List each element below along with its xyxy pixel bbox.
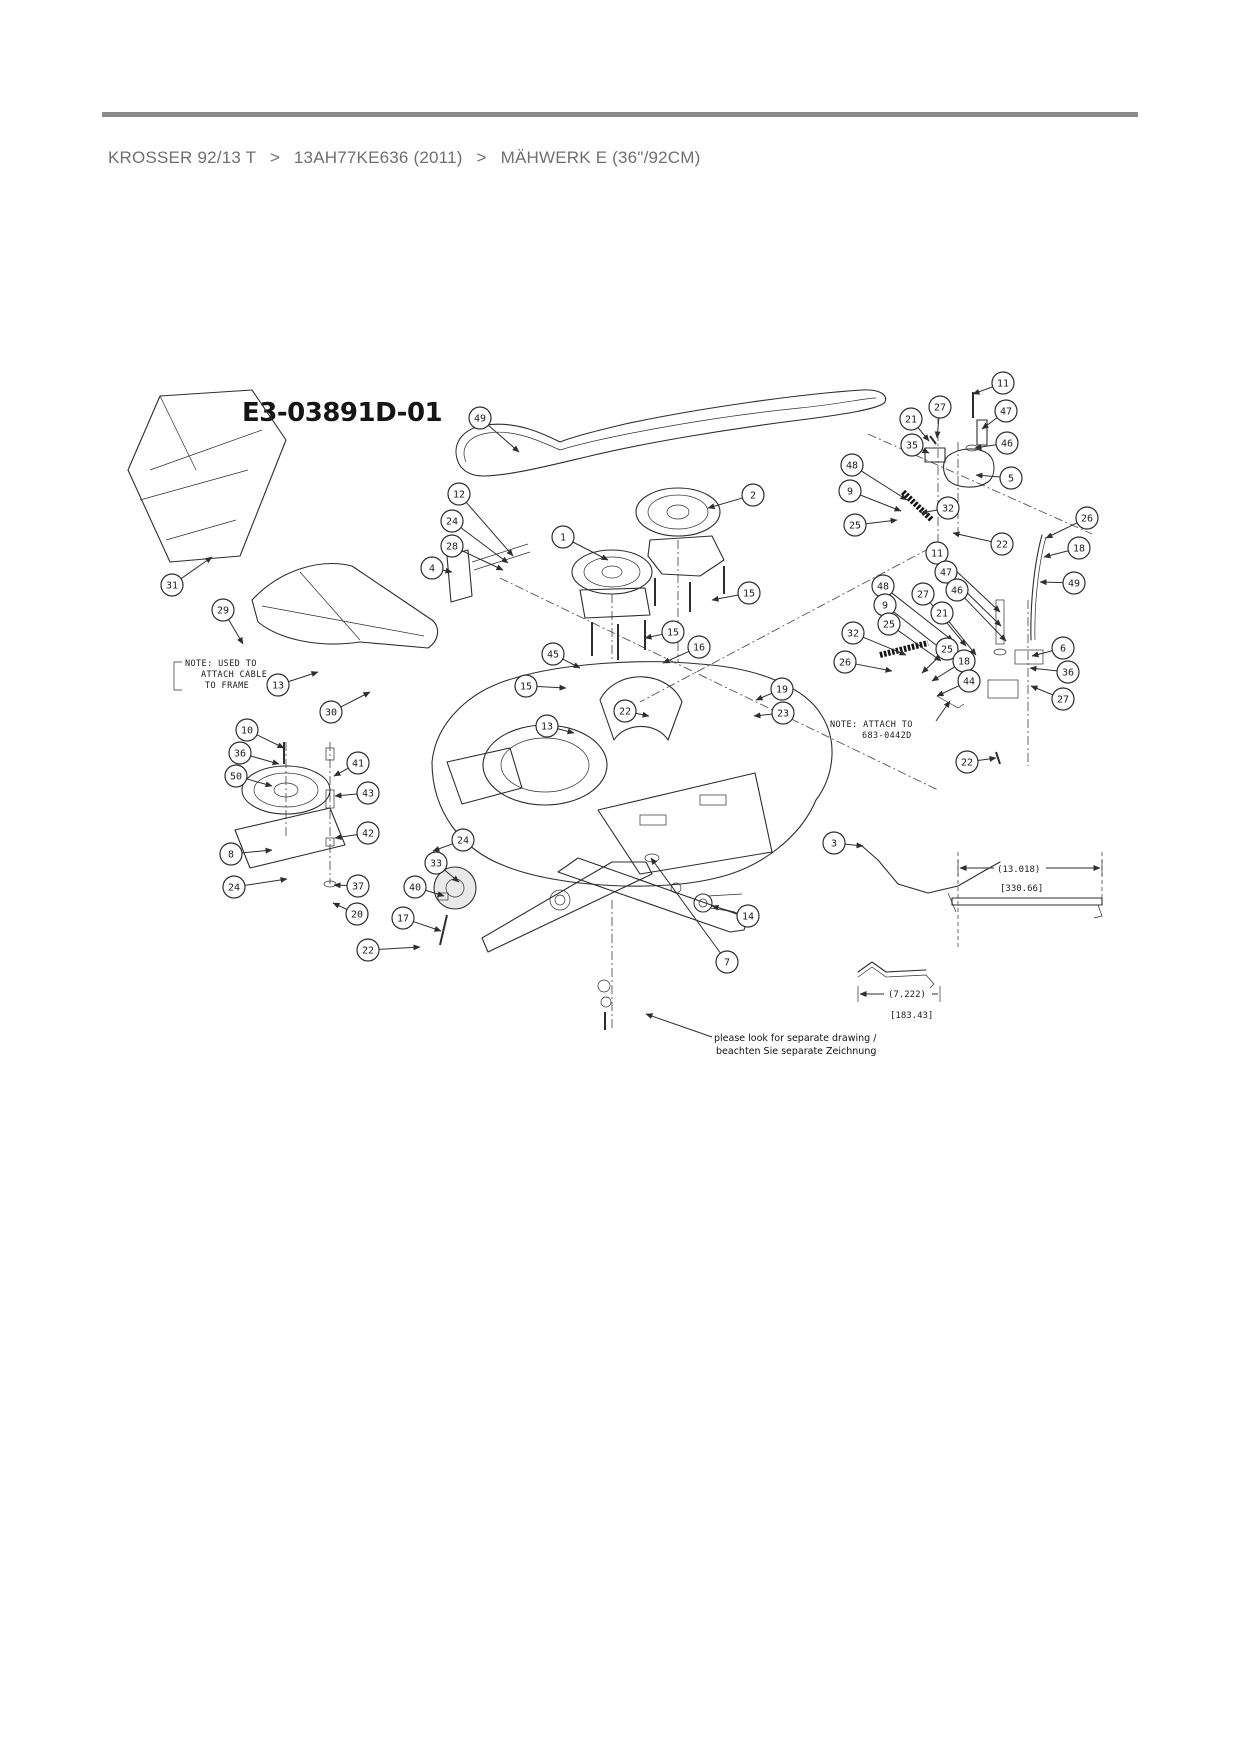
svg-text:27: 27 <box>1056 694 1070 706</box>
svg-text:25: 25 <box>848 520 862 532</box>
leader-line <box>413 922 441 931</box>
svg-text:13: 13 <box>540 721 554 733</box>
svg-text:please look for separate drawi: please look for separate drawing / <box>714 1033 877 1044</box>
callout-19 <box>771 678 793 700</box>
svg-text:8: 8 <box>227 849 235 861</box>
svg-text:11: 11 <box>996 378 1010 390</box>
svg-text:50: 50 <box>229 771 243 783</box>
breadcrumb-assembly[interactable]: MÄHWERK E (36"/92CM) <box>500 148 701 167</box>
leader-line <box>645 634 662 638</box>
leader-line <box>558 729 574 733</box>
deck-shell-sketch <box>429 662 832 886</box>
svg-text:25: 25 <box>882 619 896 631</box>
leader-line <box>1044 551 1068 557</box>
callout-46 <box>946 579 968 601</box>
callout-24 <box>452 829 474 851</box>
callout-20 <box>346 903 368 925</box>
leader-line <box>1030 668 1057 671</box>
svg-text:36: 36 <box>233 748 247 760</box>
svg-text:3: 3 <box>830 838 838 850</box>
leader-line <box>860 495 901 511</box>
svg-text:17: 17 <box>396 913 410 925</box>
callout-21 <box>900 408 922 430</box>
svg-text:37: 37 <box>351 881 365 893</box>
callout-26 <box>1076 507 1098 529</box>
callout-18 <box>953 650 975 672</box>
leader-line <box>488 425 519 452</box>
callout-13 <box>267 674 289 696</box>
callout-32 <box>937 497 959 519</box>
svg-text:TO FRAME: TO FRAME <box>205 681 250 691</box>
spring-sketch <box>880 643 928 655</box>
leader-line <box>1040 582 1063 583</box>
svg-text:18: 18 <box>957 656 971 668</box>
svg-text:22: 22 <box>995 539 1009 551</box>
svg-text:47: 47 <box>999 406 1013 418</box>
callout-17 <box>392 907 414 929</box>
leader-line <box>953 533 991 542</box>
leader-line <box>1046 523 1077 538</box>
callout-15 <box>515 675 537 697</box>
dimension-parts-sketch <box>858 893 1102 988</box>
leader-line <box>251 756 279 764</box>
leader-line <box>708 498 742 508</box>
callout-7 <box>716 951 738 973</box>
svg-text:ATTACH CABLE: ATTACH CABLE <box>201 670 268 680</box>
notes-layer <box>185 656 1044 1057</box>
svg-text:32: 32 <box>941 503 955 515</box>
svg-text:45: 45 <box>546 649 560 661</box>
leader-line <box>1032 651 1052 656</box>
callout-49 <box>469 407 491 429</box>
leader-line <box>1031 686 1053 695</box>
svg-text:24: 24 <box>227 882 241 894</box>
svg-text:[330.66]: [330.66] <box>1000 884 1044 894</box>
svg-text:12: 12 <box>452 489 466 501</box>
svg-text:35: 35 <box>905 440 919 452</box>
callout-49 <box>1063 572 1085 594</box>
dim-width-inches <box>997 865 1040 875</box>
svg-text:NOTE: ATTACH TO: NOTE: ATTACH TO <box>830 720 913 730</box>
callout-36 <box>229 742 251 764</box>
callout-43 <box>357 782 379 804</box>
svg-text:(13.018): (13.018) <box>997 865 1041 875</box>
callout-16 <box>688 636 710 658</box>
svg-text:23: 23 <box>776 708 790 720</box>
leader-line <box>334 768 348 776</box>
svg-text:15: 15 <box>666 627 680 639</box>
callout-2 <box>742 484 764 506</box>
svg-text:5: 5 <box>1007 473 1015 485</box>
leader-line <box>982 418 997 429</box>
callout-22 <box>357 939 379 961</box>
callout-1 <box>552 526 574 548</box>
leader-line <box>976 475 1000 477</box>
callout-8 <box>220 843 242 865</box>
callout-11 <box>992 372 1014 394</box>
cover-baffle-sketch <box>252 564 438 648</box>
svg-text:49: 49 <box>1067 578 1081 590</box>
spindle-left-sketch <box>572 550 652 660</box>
svg-text:14: 14 <box>741 911 755 923</box>
leader-line <box>861 471 907 500</box>
note-attach-frame <box>830 720 913 741</box>
dim-width-mm <box>1000 884 1043 894</box>
leader-line <box>245 879 287 885</box>
leader-line <box>932 667 955 681</box>
leader-line <box>651 858 721 953</box>
callout-25 <box>844 514 866 536</box>
svg-text:42: 42 <box>361 828 375 840</box>
svg-text:40: 40 <box>408 882 422 894</box>
svg-text:26: 26 <box>838 657 852 669</box>
breadcrumb-model[interactable]: KROSSER 92/13 T <box>108 148 256 167</box>
callout-15 <box>738 582 760 604</box>
svg-text:1: 1 <box>559 532 567 544</box>
svg-text:31: 31 <box>165 580 179 592</box>
svg-text:4: 4 <box>428 563 436 575</box>
leader-line <box>257 735 284 748</box>
callout-21 <box>931 602 953 624</box>
svg-text:46: 46 <box>1000 438 1014 450</box>
svg-text:21: 21 <box>904 414 918 426</box>
callout-28 <box>441 535 463 557</box>
breadcrumb-article[interactable]: 13AH77KE636 (2011) <box>293 148 463 167</box>
svg-text:27: 27 <box>933 402 947 414</box>
svg-text:47: 47 <box>939 567 953 579</box>
callout-47 <box>995 400 1017 422</box>
leader-line <box>288 672 318 682</box>
svg-text:22: 22 <box>361 945 375 957</box>
breadcrumb-separator: > <box>269 148 280 167</box>
callout-23 <box>772 702 794 724</box>
svg-text:683-0442D: 683-0442D <box>862 731 912 741</box>
leader-line <box>341 692 370 707</box>
spindle-right-sketch <box>636 488 724 612</box>
leader-line <box>333 903 347 909</box>
drawing-number: E3-03891D-01 <box>242 398 443 428</box>
svg-text:NOTE: USED TO: NOTE: USED TO <box>185 659 257 669</box>
spring-sketch <box>903 492 932 520</box>
svg-text:24: 24 <box>445 516 459 528</box>
leader-line <box>937 686 959 696</box>
callout-45 <box>542 643 564 665</box>
svg-text:18: 18 <box>1072 543 1086 555</box>
callout-4 <box>421 557 443 579</box>
svg-text:beachten Sie separate Zeichnun: beachten Sie separate Zeichnung <box>716 1046 877 1057</box>
belt-sketch <box>456 390 886 476</box>
leader-line <box>921 510 937 513</box>
svg-text:48: 48 <box>845 460 859 472</box>
callout-18 <box>1068 537 1090 559</box>
callout-31 <box>161 574 183 596</box>
callout-12 <box>448 483 470 505</box>
svg-text:9: 9 <box>846 486 854 498</box>
leader-line <box>335 835 357 838</box>
callout-13 <box>536 715 558 737</box>
belt-inner-line <box>464 398 876 462</box>
callout-41 <box>347 752 369 774</box>
svg-text:19: 19 <box>775 684 789 696</box>
callout-44 <box>958 670 980 692</box>
leader-line <box>229 619 243 644</box>
svg-text:30: 30 <box>324 707 338 719</box>
svg-text:27: 27 <box>916 589 930 601</box>
leaders-layer <box>181 387 1077 953</box>
leader-line <box>712 906 737 913</box>
callout-27 <box>1052 688 1074 710</box>
idler-pulley-sketch <box>235 742 345 887</box>
callout-15 <box>662 621 684 643</box>
leader-line <box>443 570 452 572</box>
svg-text:15: 15 <box>742 588 756 600</box>
svg-text:32: 32 <box>846 628 860 640</box>
callout-29 <box>212 599 234 621</box>
callout-36 <box>1057 661 1079 683</box>
callout-33 <box>425 852 447 874</box>
discharge-chute-sketch <box>128 390 286 562</box>
callout-24 <box>441 510 463 532</box>
blade-sketch <box>482 858 748 1030</box>
svg-text:[183.43]: [183.43] <box>890 1011 934 1021</box>
svg-text:46: 46 <box>950 585 964 597</box>
svg-text:25: 25 <box>940 644 954 656</box>
svg-text:16: 16 <box>692 642 706 654</box>
dim-depth-mm <box>890 1011 933 1021</box>
svg-text:22: 22 <box>618 706 632 718</box>
leader-line <box>335 794 357 796</box>
callout-9 <box>839 480 861 502</box>
callout-25 <box>878 613 900 635</box>
svg-text:24: 24 <box>456 835 470 847</box>
leader-line <box>636 713 649 716</box>
cable-sketch <box>694 894 742 912</box>
callout-40 <box>404 876 426 898</box>
svg-text:(7.222): (7.222) <box>888 990 926 1000</box>
callout-27 <box>929 396 951 418</box>
callout-6 <box>1052 637 1074 659</box>
callout-35 <box>901 434 923 456</box>
svg-text:2: 2 <box>749 490 757 502</box>
note-attach-cable <box>185 659 267 691</box>
leader-line <box>898 630 941 661</box>
callout-26 <box>834 651 856 673</box>
callout-37 <box>347 875 369 897</box>
callout-27 <box>912 583 934 605</box>
svg-text:36: 36 <box>1061 667 1075 679</box>
leader-line <box>379 947 420 949</box>
svg-text:28: 28 <box>445 541 459 553</box>
callout-30 <box>320 701 342 723</box>
breadcrumb-separator: > <box>476 148 487 167</box>
leader-line <box>845 844 863 846</box>
leader-line <box>856 664 892 671</box>
note-separate-drawing <box>714 1033 877 1057</box>
callout-14 <box>737 905 759 927</box>
callout-22 <box>614 700 636 722</box>
svg-text:29: 29 <box>216 605 230 617</box>
callout-32 <box>842 622 864 644</box>
leader-line <box>247 779 272 786</box>
leader-line <box>754 714 772 716</box>
svg-text:48: 48 <box>876 581 890 593</box>
callout-42 <box>357 822 379 844</box>
svg-text:49: 49 <box>473 413 487 425</box>
projection-lines <box>286 398 1092 1030</box>
leader-line <box>466 502 513 556</box>
svg-text:15: 15 <box>519 681 533 693</box>
dimension-lines <box>858 852 1102 1002</box>
svg-text:21: 21 <box>935 608 949 620</box>
leader-line <box>433 844 453 851</box>
dim-depth-inches <box>888 990 926 1000</box>
svg-text:7: 7 <box>723 957 731 969</box>
svg-text:6: 6 <box>1059 643 1067 655</box>
leader-line <box>663 651 689 663</box>
leader-line <box>334 885 347 886</box>
svg-text:33: 33 <box>429 858 443 870</box>
leader-line <box>242 850 272 853</box>
leader-line <box>537 687 566 688</box>
callout-46 <box>996 432 1018 454</box>
callout-5 <box>1000 467 1022 489</box>
rear-rod-sketch <box>862 846 1000 893</box>
callout-24 <box>223 876 245 898</box>
svg-text:9: 9 <box>881 600 889 612</box>
callout-3 <box>823 832 845 854</box>
callout-22 <box>991 533 1013 555</box>
leader-line <box>978 758 996 760</box>
svg-text:26: 26 <box>1080 513 1094 525</box>
leader-line <box>866 520 897 524</box>
svg-text:44: 44 <box>962 676 976 688</box>
callout-50 <box>225 765 247 787</box>
leader-line <box>756 693 772 700</box>
svg-text:10: 10 <box>240 725 254 737</box>
callout-48 <box>841 454 863 476</box>
svg-text:13: 13 <box>271 680 285 692</box>
callout-9 <box>874 594 896 616</box>
svg-text:22: 22 <box>960 757 974 769</box>
svg-text:43: 43 <box>361 788 375 800</box>
leader-line <box>922 657 939 673</box>
leader-line <box>712 595 738 600</box>
leader-line <box>973 387 993 394</box>
svg-text:20: 20 <box>350 909 364 921</box>
svg-text:11: 11 <box>930 548 944 560</box>
leader-line <box>965 598 1006 641</box>
callouts-layer <box>161 372 1098 973</box>
callout-22 <box>956 751 978 773</box>
callout-10 <box>236 719 258 741</box>
svg-text:41: 41 <box>351 758 365 770</box>
